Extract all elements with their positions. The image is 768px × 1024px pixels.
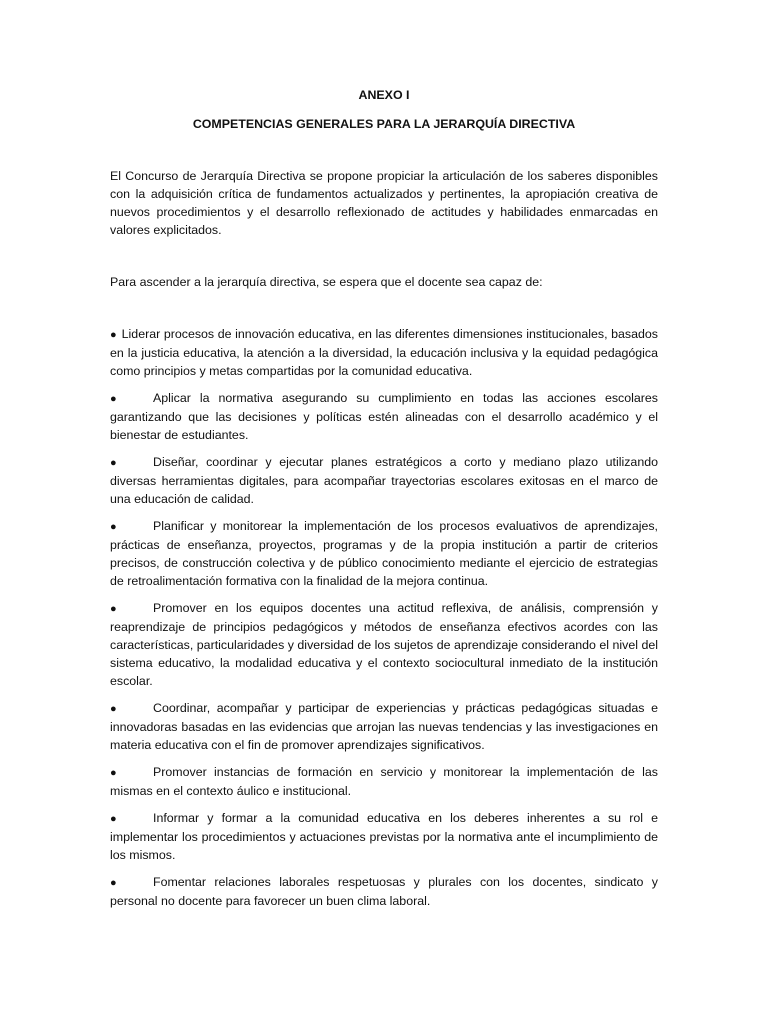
bullet-icon: ● xyxy=(110,329,117,341)
list-item-text: Promover instancias de formación en servicio y monitorear la implementación de las mismas en el contexto áulico e institucional. xyxy=(110,765,658,798)
bullet-icon: ● xyxy=(110,813,117,825)
document-title: COMPETENCIAS GENERALES PARA LA JERARQUÍA DIRECTIVA xyxy=(192,117,576,131)
annex-heading: ANEXO I xyxy=(358,88,410,102)
bullet-icon: ● xyxy=(110,603,117,615)
lead-paragraph: Para ascender a la jerarquía directiva, se espera que el docente sea capaz de: xyxy=(110,275,543,289)
list-item-text: Promover en los equipos docentes una actitud reflexiva, de análisis, comprensión y reaprendizaje de principios pedagógicos y métodos de enseñanza efectivos acordes con las características, particularidades y diversidad de los sujetos de aprendizaje considerando el nivel del sistema educativo, la modalidad educativa y el contexto sociocultural inmediato de la institución escolar. xyxy=(110,601,658,688)
list-item-text: Aplicar la normativa asegurando su cumplimiento en todas las acciones escolares garantizando que las decisiones y políticas estén alineadas con el desarrollo académico y el bienestar de estudiantes. xyxy=(110,391,658,442)
bullet-icon: ● xyxy=(110,703,117,715)
list-item xyxy=(110,873,658,910)
list-item xyxy=(110,453,658,508)
list-item xyxy=(110,517,658,590)
list-item-text: Diseñar, coordinar y ejecutar planes estratégicos a corto y mediano plazo utilizando diversas herramientas digitales, para acompañar trayectorias escolares exitosas en el marco de una educación de calidad. xyxy=(110,455,658,506)
competencies-list xyxy=(110,325,658,910)
bullet-icon: ● xyxy=(110,457,117,469)
intro-paragraph: El Concurso de Jerarquía Directiva se propone propiciar la articulación de los saberes disponibles con la adquisición crítica de fundamentos actualizados y pertinentes, la apropiación creativa de nuevos procedimientos y el desarrollo reflexionado de actitudes y habilidades enmarcadas en valores explicitados. xyxy=(110,169,658,237)
list-item-text: Planificar y monitorear la implementación de los procesos evaluativos de aprendizajes, prácticas de enseñanza, proyectos, programas y de la propia institución a partir de criterios precisos, de construcción colectiva y de público conocimiento mediante el ejercicio de estrategias de retroalimentación formativa con la finalidad de la mejora continua. xyxy=(110,519,658,588)
list-item-text: Fomentar relaciones laborales respetuosas y plurales con los docentes, sindicato y personal no docente para favorecer un buen clima laboral. xyxy=(110,875,658,908)
list-item xyxy=(110,763,658,800)
list-item-text: Liderar procesos de innovación educativa, en las diferentes dimensiones institucionales, basados en la justicia educativa, la atención a la diversidad, la educación inclusiva y la equidad pedagógica como principios y metas compartidas por la comunidad educativa. xyxy=(110,327,658,378)
list-item xyxy=(110,699,658,754)
bullet-icon: ● xyxy=(110,767,117,779)
list-item-text: Coordinar, acompañar y participar de experiencias y prácticas pedagógicas situadas e innovadoras basadas en las evidencias que arrojan las nuevas tendencias y las investigaciones en materia educativa con el fin de promover aprendizajes significativos. xyxy=(110,701,658,752)
bullet-icon: ● xyxy=(110,393,117,405)
bullet-icon: ● xyxy=(110,521,117,533)
list-item xyxy=(110,809,658,864)
list-item-text: Informar y formar a la comunidad educativa en los deberes inherentes a su rol e implementar los procedimientos y actuaciones previstas por la normativa ante el incumplimiento de los mismos. xyxy=(110,811,658,862)
list-item xyxy=(110,325,658,380)
list-item xyxy=(110,599,658,690)
bullet-icon: ● xyxy=(110,877,117,889)
list-item xyxy=(110,389,658,444)
